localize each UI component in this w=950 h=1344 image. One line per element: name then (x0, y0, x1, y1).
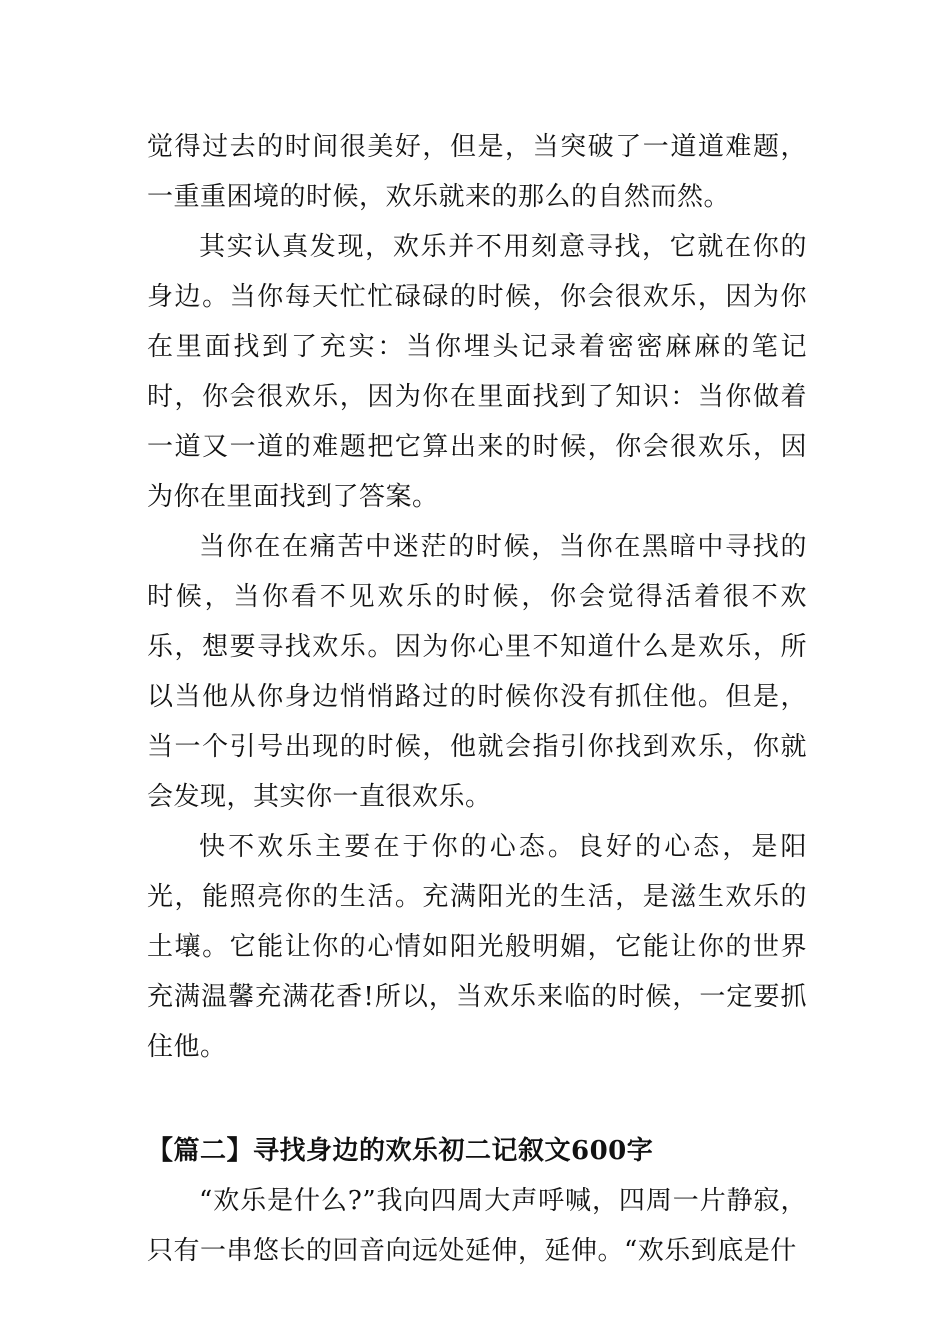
section-heading: 【篇二】寻找身边的欢乐初二记叙文600字 (147, 1136, 654, 1166)
document-page (147, 122, 807, 1276)
paragraph: “欢乐是什么?”我向四周大声呼喊，四周一片静寂，只有一串悠长的回音向远处延伸，延伸。“欢乐到底是什 (147, 1186, 807, 1266)
paragraph: 快不欢乐主要在于你的心态。良好的心态，是阳光，能照亮你的生活。充满阳光的生活，是滋生欢乐的土壤。它能让你的心情如阳光般明媚，它能让你的世界充满温馨充满花香!所以，当欢乐来临的时候，一定要抓住他。 (147, 832, 807, 1062)
paragraph-continued: 觉得过去的时间很美好，但是，当突破了一道道难题，一重重困境的时候，欢乐就来的那么的自然而然。 (147, 132, 807, 212)
paragraph: 当你在在痛苦中迷茫的时候，当你在黑暗中寻找的时候，当你看不见欢乐的时候，你会觉得活着很不欢乐，想要寻找欢乐。因为你心里不知道什么是欢乐，所以当他从你身边悄悄路过的时候你没有抓住他。但是，当一个引号出现的时候，他就会指引你找到欢乐，你就会发现，其实你一直很欢乐。 (147, 532, 807, 812)
paragraph: 其实认真发现，欢乐并不用刻意寻找，它就在你的身边。当你每天忙忙碌碌的时候，你会很欢乐，因为你在里面找到了充实：当你埋头记录着密密麻麻的笔记时，你会很欢乐，因为你在里面找到了知识：当你做着一道又一道的难题把它算出来的时候，你会很欢乐，因为你在里面找到了答案。 (147, 232, 807, 512)
